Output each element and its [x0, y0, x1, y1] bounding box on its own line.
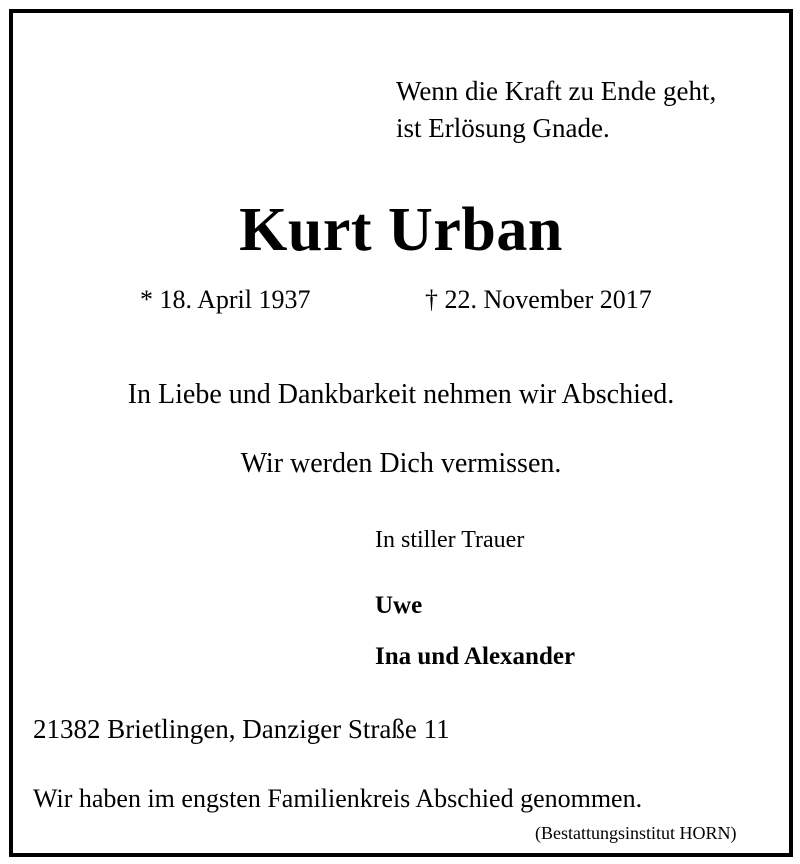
deceased-name: Kurt Urban [239, 196, 563, 264]
motto-line-1: Wenn die Kraft zu Ende geht, [396, 76, 717, 106]
farewell-text: In Liebe und Dankbarkeit nehmen wir Abschied. [127, 379, 675, 410]
family-note: Wir haben im engsten Familienkreis Abschied genommen. [33, 784, 643, 813]
death-date: † 22. November 2017 [425, 285, 652, 314]
miss-text: Wir werden Dich vermissen. [240, 448, 562, 479]
mourner-name: Uwe [375, 592, 423, 619]
mourner-name: Ina und Alexander [375, 643, 576, 670]
undertaker: (Bestattungsinstitut HORN) [535, 823, 737, 843]
motto [396, 73, 716, 147]
address: 21382 Brietlingen, Danziger Straße 11 [33, 714, 450, 744]
motto-line-2: ist Erlösung Gnade. [396, 113, 610, 143]
obituary-notice [9, 9, 793, 857]
mourning-label: In stiller Trauer [375, 527, 525, 553]
birth-date: * 18. April 1937 [140, 285, 311, 314]
